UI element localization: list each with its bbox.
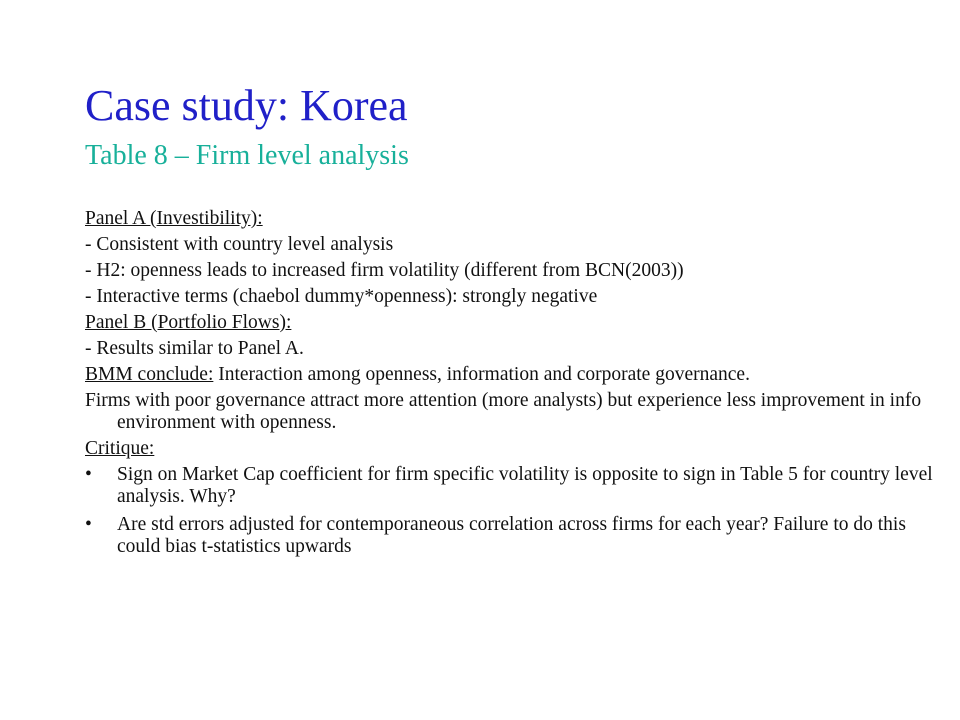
panel-a-item: - Interactive terms (chaebol dummy*openness): strongly negative — [85, 286, 598, 307]
critique-bullet — [85, 514, 945, 558]
conclusion-line — [85, 364, 945, 386]
critique-bullet-text: Sign on Market Cap coefficient for firm specific volatility is opposite to sign in Table 5 for country level analysis. Why? — [117, 464, 933, 507]
panel-a-heading: Panel A (Investibility): — [85, 208, 263, 229]
panel-b-item: - Results similar to Panel A. — [85, 338, 304, 359]
bullet-icon: • — [85, 514, 92, 535]
panel-a-item: - Consistent with country level analysis — [85, 234, 394, 255]
slide-subtitle: Table 8 – Firm level analysis — [85, 140, 409, 171]
slide-body — [85, 208, 945, 564]
slide-title: Case study: Korea — [85, 81, 408, 130]
critique-bullet-text: Are std errors adjusted for contemporaneous correlation across firms for each year? Failure to do this could bias t-statistics upwards — [117, 514, 906, 557]
panel-a-item: - H2: openness leads to increased firm volatility (different from BCN(2003)) — [85, 260, 684, 281]
bullet-icon: • — [85, 464, 92, 485]
firms-paragraph: Firms with poor governance attract more attention (more analysts) but experience less improvement in info environment with openness. — [85, 390, 922, 433]
panel-b-heading: Panel B (Portfolio Flows): — [85, 312, 292, 333]
critique-bullet — [85, 464, 945, 508]
critique-heading: Critique: — [85, 438, 155, 459]
conclude-label: BMM conclude: — [85, 364, 214, 385]
conclude-text: Interaction among openness, information and corporate governance. — [213, 364, 750, 385]
